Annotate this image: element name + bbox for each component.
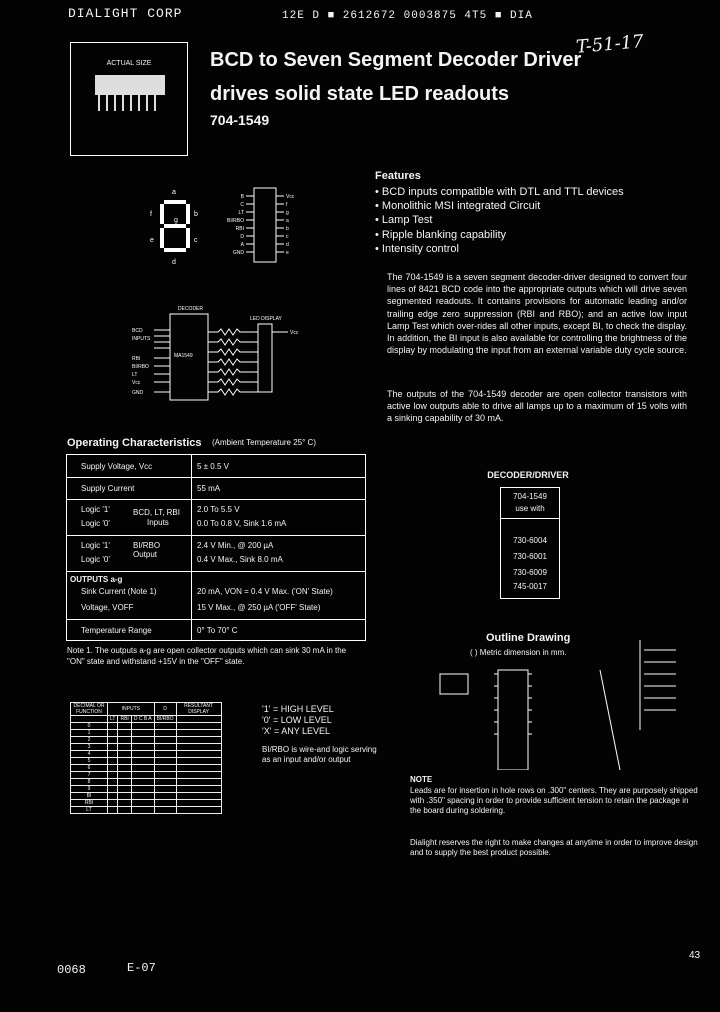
ambient-temperature-note: (Ambient Temperature 25° C) xyxy=(212,438,316,447)
outline-drawing-subtitle: ( ) Metric dimension in mm. xyxy=(470,648,567,657)
handwritten-annotation: T-51-17 xyxy=(575,31,645,58)
table-row: 2 xyxy=(71,737,222,744)
pin-left: RBI xyxy=(235,226,244,232)
pin-right: c xyxy=(286,234,289,240)
pinout-diagram xyxy=(222,186,312,266)
feature-item: • Ripple blanking capability xyxy=(375,228,507,241)
decoder-driver-box xyxy=(500,487,560,599)
pin-left: LT xyxy=(238,210,244,216)
seven-segment-diagram xyxy=(148,180,208,270)
dd-compatible-item: 730-6004 xyxy=(513,536,547,545)
segment-label-g: g xyxy=(174,217,178,224)
pin-left: B xyxy=(240,194,244,200)
product-subtitle: drives solid state LED readouts xyxy=(210,83,509,105)
pin-right: e xyxy=(286,250,289,256)
pin-left: BI/RBO xyxy=(227,218,244,224)
reserve-statement: Dialight reserves the right to make changes at anytime in order to improve design and to supply the best product possible. xyxy=(410,838,698,857)
pin-left: D xyxy=(240,234,244,240)
footer-section: E-07 xyxy=(127,961,156,975)
part-number: 704-1549 xyxy=(210,112,270,128)
schematic-input-label: BCD xyxy=(132,328,143,334)
table-row: BI xyxy=(71,793,222,800)
company-header: DIALIGHT CORP xyxy=(68,6,183,21)
note-1: Note 1. The outputs a-g are open collector outputs which can sink 30 mA in the "ON" state and withstand +15V in the "OFF" state. xyxy=(67,646,347,666)
pin-right: d xyxy=(286,242,289,248)
description-paragraph-2: The outputs of the 704-1549 decoder are open collector transistors with active low outputs able to drive all lamps up to a maximum of 15 volts with a sinking capability of 30 mA. xyxy=(387,389,687,424)
table-row: 1 xyxy=(71,730,222,737)
table-row: 8 xyxy=(71,779,222,786)
actual-size-label: ACTUAL SIZE xyxy=(106,60,152,67)
pin-right: a xyxy=(286,218,289,224)
pin-right: Vcc xyxy=(286,194,295,200)
chip-label: MA1549 xyxy=(174,353,193,359)
table-row: 7 xyxy=(71,772,222,779)
table-row: OUTPUTS a-g Sink Current (Note 1) Voltage, VOFF 20 mA, VON = 0.4 V Max. ('ON' State) 15 V Max., @ 250 µA ('OFF' State) xyxy=(67,571,365,620)
pin-right: g xyxy=(286,210,289,216)
feature-item: • Intensity control xyxy=(375,242,459,255)
dd-use-with: use with xyxy=(515,504,545,513)
led-display-label: LED DISPLAY xyxy=(250,316,282,322)
segment-label-b: b xyxy=(194,211,198,218)
bi-rbo-note: BI/RBO is wire-and logic serving as an input and/or output xyxy=(262,745,377,764)
notes-heading: NOTE xyxy=(410,775,433,784)
page-number: 43 xyxy=(689,950,701,961)
product-title: BCD to Seven Segment Decoder Driver xyxy=(210,49,582,71)
table-row: Logic '1' Logic '0' BI/RBO Output 2.4 V Min., @ 200 µA 0.4 V Max., Sink 8.0 mA xyxy=(67,535,365,572)
feature-item: • Lamp Test xyxy=(375,214,433,227)
operating-characteristics-table xyxy=(66,454,366,641)
table-row: Supply Voltage, Vcc 5 ± 0.5 V xyxy=(67,455,365,478)
outline-drawing xyxy=(420,630,710,770)
segment-label-c: c xyxy=(194,237,198,244)
schematic-input-label: Vcc xyxy=(132,380,141,386)
pin-left: GND xyxy=(232,250,244,256)
features-heading: Features xyxy=(375,170,421,182)
table-row: 5 xyxy=(71,758,222,765)
table-row: 9 xyxy=(71,786,222,793)
segment-label-a: a xyxy=(172,189,176,196)
schematic-input-label: GND xyxy=(132,390,144,396)
feature-item: • BCD inputs compatible with DTL and TTL devices xyxy=(375,186,624,198)
application-schematic xyxy=(130,302,310,402)
table-row: 4 xyxy=(71,751,222,758)
operating-characteristics-title: Operating Characteristics xyxy=(67,437,202,449)
vcc-label: Vcc xyxy=(290,330,299,336)
dd-compatible-item: 745-0017 xyxy=(513,582,547,591)
truth-table-legend: '1' = HIGH LEVEL '0' = LOW LEVEL 'X' = ANY LEVEL xyxy=(262,704,334,736)
ic-package-image xyxy=(71,43,187,155)
dd-compatible-item: 730-6009 xyxy=(513,568,547,577)
features-list xyxy=(375,185,624,256)
table-row: Supply Current 55 mA xyxy=(67,477,365,500)
schematic-input-label: LT xyxy=(132,372,138,378)
dd-part: 704-1549 xyxy=(513,492,547,501)
table-row: 3 xyxy=(71,744,222,751)
segment-label-d: d xyxy=(172,259,176,266)
table-row: 6 xyxy=(71,765,222,772)
decoder-driver-title: DECODER/DRIVER xyxy=(487,470,569,480)
schematic-input-label: RBI xyxy=(132,356,141,362)
feature-item: • Monolithic MSI integrated Circuit xyxy=(375,200,541,213)
pin-left: C xyxy=(240,202,244,208)
decoder-label: DECODER xyxy=(178,306,204,312)
table-row: LT xyxy=(71,807,222,814)
schematic-input-label: BI/RBO xyxy=(132,364,149,370)
outline-drawing-title: Outline Drawing xyxy=(486,632,571,644)
description-paragraph-1: The 704-1549 is a seven segment decoder-driver designed to convert four lines of 8421 BCD code into the appropriate outputs which will drive seven segmented readouts. It contains provisions for automatic leading and/or trailing edge zero suppression (RBI and RBO); and an active low input Lamp Test which over-rides all other inputs, except BI, to check the display. In addition, the BI input is also available for controlling the brightness of the display by modulating the input from an external variable duty cycle source. xyxy=(387,272,687,356)
table-row: Temperature Range 0° To 70° C xyxy=(81,626,238,635)
table-row: RBI xyxy=(71,800,222,807)
product-photo xyxy=(70,42,188,156)
notes-text: Leads are for insertion in hole rows on .300" centers. They are purposely shipped with .350" spacing in order to provide sufficient tension to retain the package in the board during soldering. xyxy=(410,786,698,815)
catalog-codes: 12E D ■ 2612672 0003875 4T5 ■ DIA xyxy=(282,10,533,22)
segment-label-e: e xyxy=(150,237,154,244)
table-row: Logic '1' Logic '0' BCD, LT, RBI Inputs 2.0 To 5.5 V 0.0 To 0.8 V, Sink 1.6 mA xyxy=(67,499,365,536)
truth-table: DECIMAL OR FUNCTION INPUTS D RESULTANT DISPLAY LT RBI D C B A BI/RBO 0 1 2 3 4 5 6 7 8 9 BI RBI LT xyxy=(70,702,222,814)
schematic-input-label: INPUTS xyxy=(132,336,151,342)
segment-label-f: f xyxy=(150,211,152,218)
table-row: 0 xyxy=(71,723,222,730)
pin-right: f xyxy=(286,202,288,208)
pin-right: b xyxy=(286,226,289,232)
pin-left: A xyxy=(240,242,244,248)
dd-compatible-item: 730-6001 xyxy=(513,552,547,561)
footer-code: 0068 xyxy=(57,963,86,977)
